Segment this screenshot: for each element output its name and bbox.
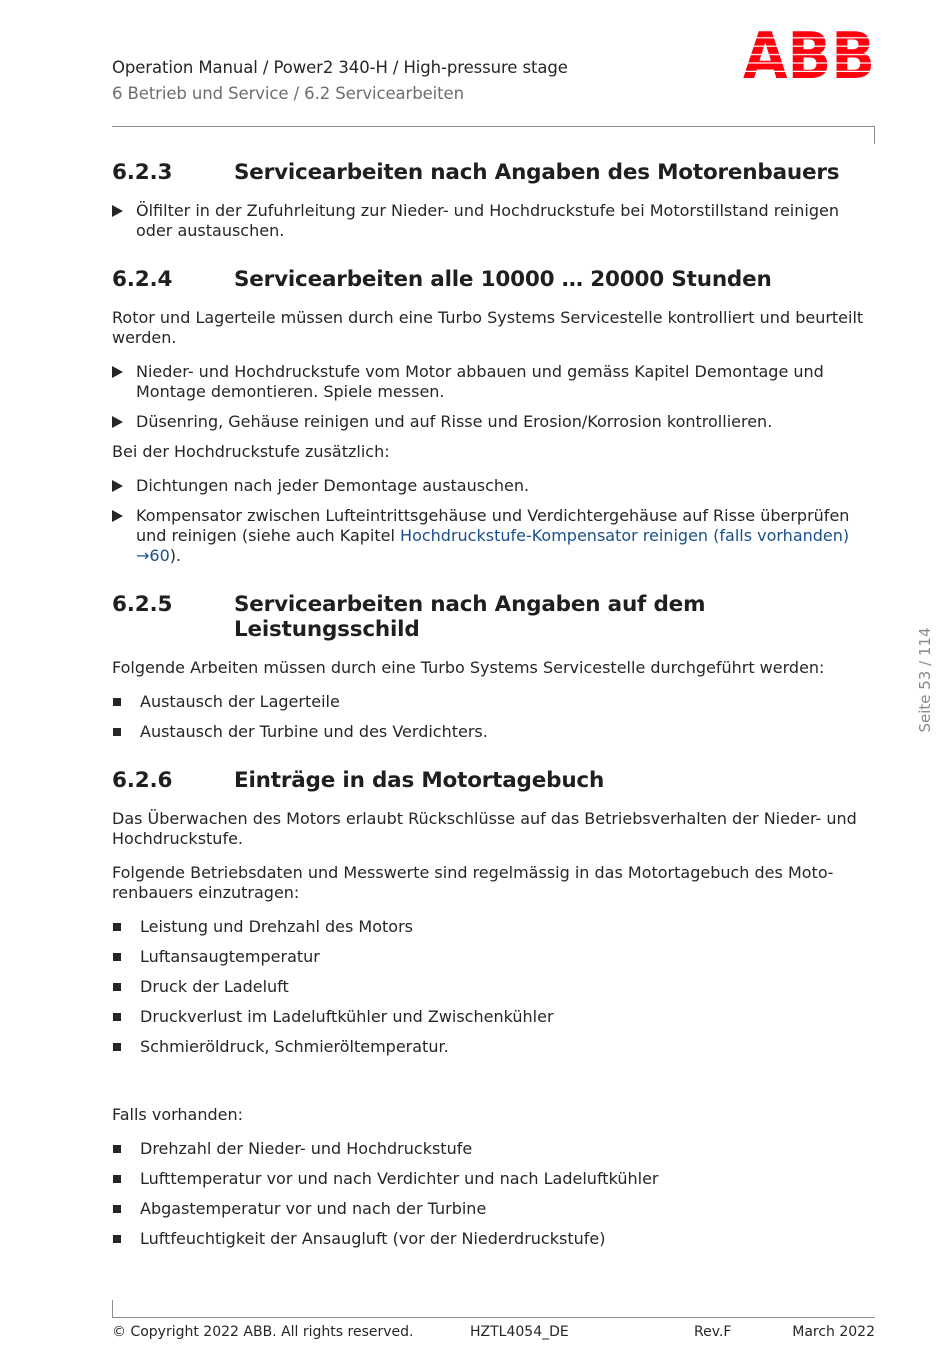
list-item-text: Druck der Ladeluft <box>140 977 289 996</box>
section-heading <box>112 160 877 185</box>
section-6-2-6 <box>112 768 877 1249</box>
step-item <box>112 506 877 566</box>
section-note: Falls vorhanden: <box>112 1105 244 1124</box>
section-number: 6.2.6 <box>112 768 173 793</box>
chapter-cross-reference-link[interactable]: Hochdruckstufe-Kompensator reinigen (falls vorhanden) →60 <box>136 526 850 565</box>
triangle-bullet-icon <box>112 366 123 378</box>
square-bullet-icon <box>113 923 121 931</box>
square-bullet-icon <box>113 1175 121 1183</box>
bullet-list <box>112 1139 877 1249</box>
square-bullet-icon <box>113 1013 121 1021</box>
square-bullet-icon <box>113 1205 121 1213</box>
header-rule-tick <box>874 126 875 144</box>
footer-rule-tick <box>112 1300 113 1318</box>
list-item-text: Lufttemperatur vor und nach Verdichter und nach Ladeluftkühler <box>140 1169 659 1188</box>
step-text: Dichtungen nach jeder Demontage austauschen. <box>136 476 530 495</box>
square-bullet-icon <box>113 953 121 961</box>
page-number-sidebar: Seite 53 / 114 <box>916 627 934 733</box>
list-item-text: Druckverlust im Ladeluftkühler und Zwischenkühler <box>140 1007 554 1026</box>
section-intro: Rotor und Lagerteile müssen durch eine Turbo Systems Servicestelle kontrolliert und beurteilt werden. <box>112 308 864 347</box>
triangle-bullet-icon <box>112 510 123 522</box>
header-rule <box>112 126 875 127</box>
triangle-bullet-icon <box>112 205 123 217</box>
header-chapter-path: 6 Betrieb und Service / 6.2 Servicearbeiten <box>112 84 464 103</box>
list-item-text: Luftansaugtemperatur <box>140 947 320 966</box>
section-heading <box>112 267 877 292</box>
spacer <box>112 1067 877 1105</box>
footer-revision: Rev.F <box>694 1324 732 1340</box>
square-bullet-icon <box>113 698 121 706</box>
section-intro: Folgende Arbeiten müssen durch eine Turbo Systems Servicestelle durchgeführt werden: <box>112 658 825 677</box>
step-text-after-link: ). <box>169 546 182 565</box>
footer-document-id: HZTL4054_DE <box>470 1324 569 1340</box>
list-item-text: Austausch der Lagerteile <box>140 692 340 711</box>
step-item <box>112 476 877 496</box>
list-item <box>112 1139 877 1159</box>
section-intro-2: Folgende Betriebsdaten und Messwerte sind regelmässig in das Motortagebuch des Motorenbauers einzutragen: <box>112 863 834 902</box>
list-item-text: Austausch der Turbine und des Verdichters. <box>140 722 488 741</box>
list-item-text: Abgastemperatur vor und nach der Turbine <box>140 1199 487 1218</box>
step-text: Nieder- und Hochdruckstufe vom Motor abbauen und gemäss Kapitel Demontage und Montage demontieren. Spiele messen. <box>136 362 824 401</box>
list-item <box>112 947 877 967</box>
step-item <box>112 201 877 241</box>
section-title: Servicearbeiten nach Angaben auf dem Leistungsschild <box>234 592 706 642</box>
list-item <box>112 1199 877 1219</box>
section-number: 6.2.5 <box>112 592 173 617</box>
step-item <box>112 412 877 432</box>
header-document-title: Operation Manual / Power2 340-H / High-pressure stage <box>112 58 568 77</box>
section-number: 6.2.3 <box>112 160 173 185</box>
section-intro: Das Überwachen des Motors erlaubt Rückschlüsse auf das Betriebsverhalten der Nieder- und Hochdruckstufe. <box>112 809 857 848</box>
section-title: Servicearbeiten alle 10000 … 20000 Stunden <box>234 267 772 292</box>
step-item <box>112 362 877 402</box>
square-bullet-icon <box>113 1235 121 1243</box>
square-bullet-icon <box>113 728 121 736</box>
step-text-before-link: Kompensator zwischen Lufteintrittsgehäuse und Verdichtergehäuse auf Risse überprüfen und reinigen (siehe auch Kapitel <box>136 506 850 545</box>
list-item <box>112 692 877 712</box>
step-list <box>112 476 877 566</box>
square-bullet-icon <box>113 1145 121 1153</box>
logo-lettering: ABB <box>743 30 875 80</box>
step-text: Düsenring, Gehäuse reinigen und auf Risse und Erosion/Korrosion kontrollieren. <box>136 412 773 431</box>
list-item <box>112 1229 877 1249</box>
section-6-2-5 <box>112 592 877 742</box>
section-heading <box>112 592 877 642</box>
abb-logo <box>742 30 876 80</box>
square-bullet-icon <box>113 1043 121 1051</box>
step-list <box>112 201 877 241</box>
section-title: Einträge in das Motortagebuch <box>234 768 605 793</box>
square-bullet-icon <box>113 983 121 991</box>
footer-rule <box>112 1317 875 1318</box>
list-item-text: Luftfeuchtigkeit der Ansaugluft (vor der Niederdruckstufe) <box>140 1229 606 1248</box>
footer-copyright: © Copyright 2022 ABB. All rights reserved. <box>112 1324 414 1340</box>
list-item-text: Leistung und Drehzahl des Motors <box>140 917 413 936</box>
triangle-bullet-icon <box>112 480 123 492</box>
list-item <box>112 917 877 937</box>
section-number: 6.2.4 <box>112 267 173 292</box>
section-note: Bei der Hochdruckstufe zusätzlich: <box>112 442 390 461</box>
section-6-2-4 <box>112 267 877 566</box>
list-item <box>112 1037 877 1057</box>
step-list <box>112 362 877 432</box>
bullet-list <box>112 692 877 742</box>
section-title: Servicearbeiten nach Angaben des Motorenbauers <box>234 160 840 185</box>
main-content <box>112 160 877 1275</box>
footer-date: March 2022 <box>792 1324 875 1340</box>
step-text: Ölfilter in der Zufuhrleitung zur Nieder- und Hochdruckstufe bei Motorstillstand reinigen oder austauschen. <box>136 201 839 240</box>
list-item-text: Drehzahl der Nieder- und Hochdruckstufe <box>140 1139 473 1158</box>
list-item <box>112 722 877 742</box>
list-item <box>112 1169 877 1189</box>
list-item <box>112 977 877 997</box>
section-6-2-3 <box>112 160 877 241</box>
list-item-text: Schmieröldruck, Schmieröltemperatur. <box>140 1037 449 1056</box>
bullet-list <box>112 917 877 1057</box>
triangle-bullet-icon <box>112 416 123 428</box>
section-heading <box>112 768 877 793</box>
list-item <box>112 1007 877 1027</box>
